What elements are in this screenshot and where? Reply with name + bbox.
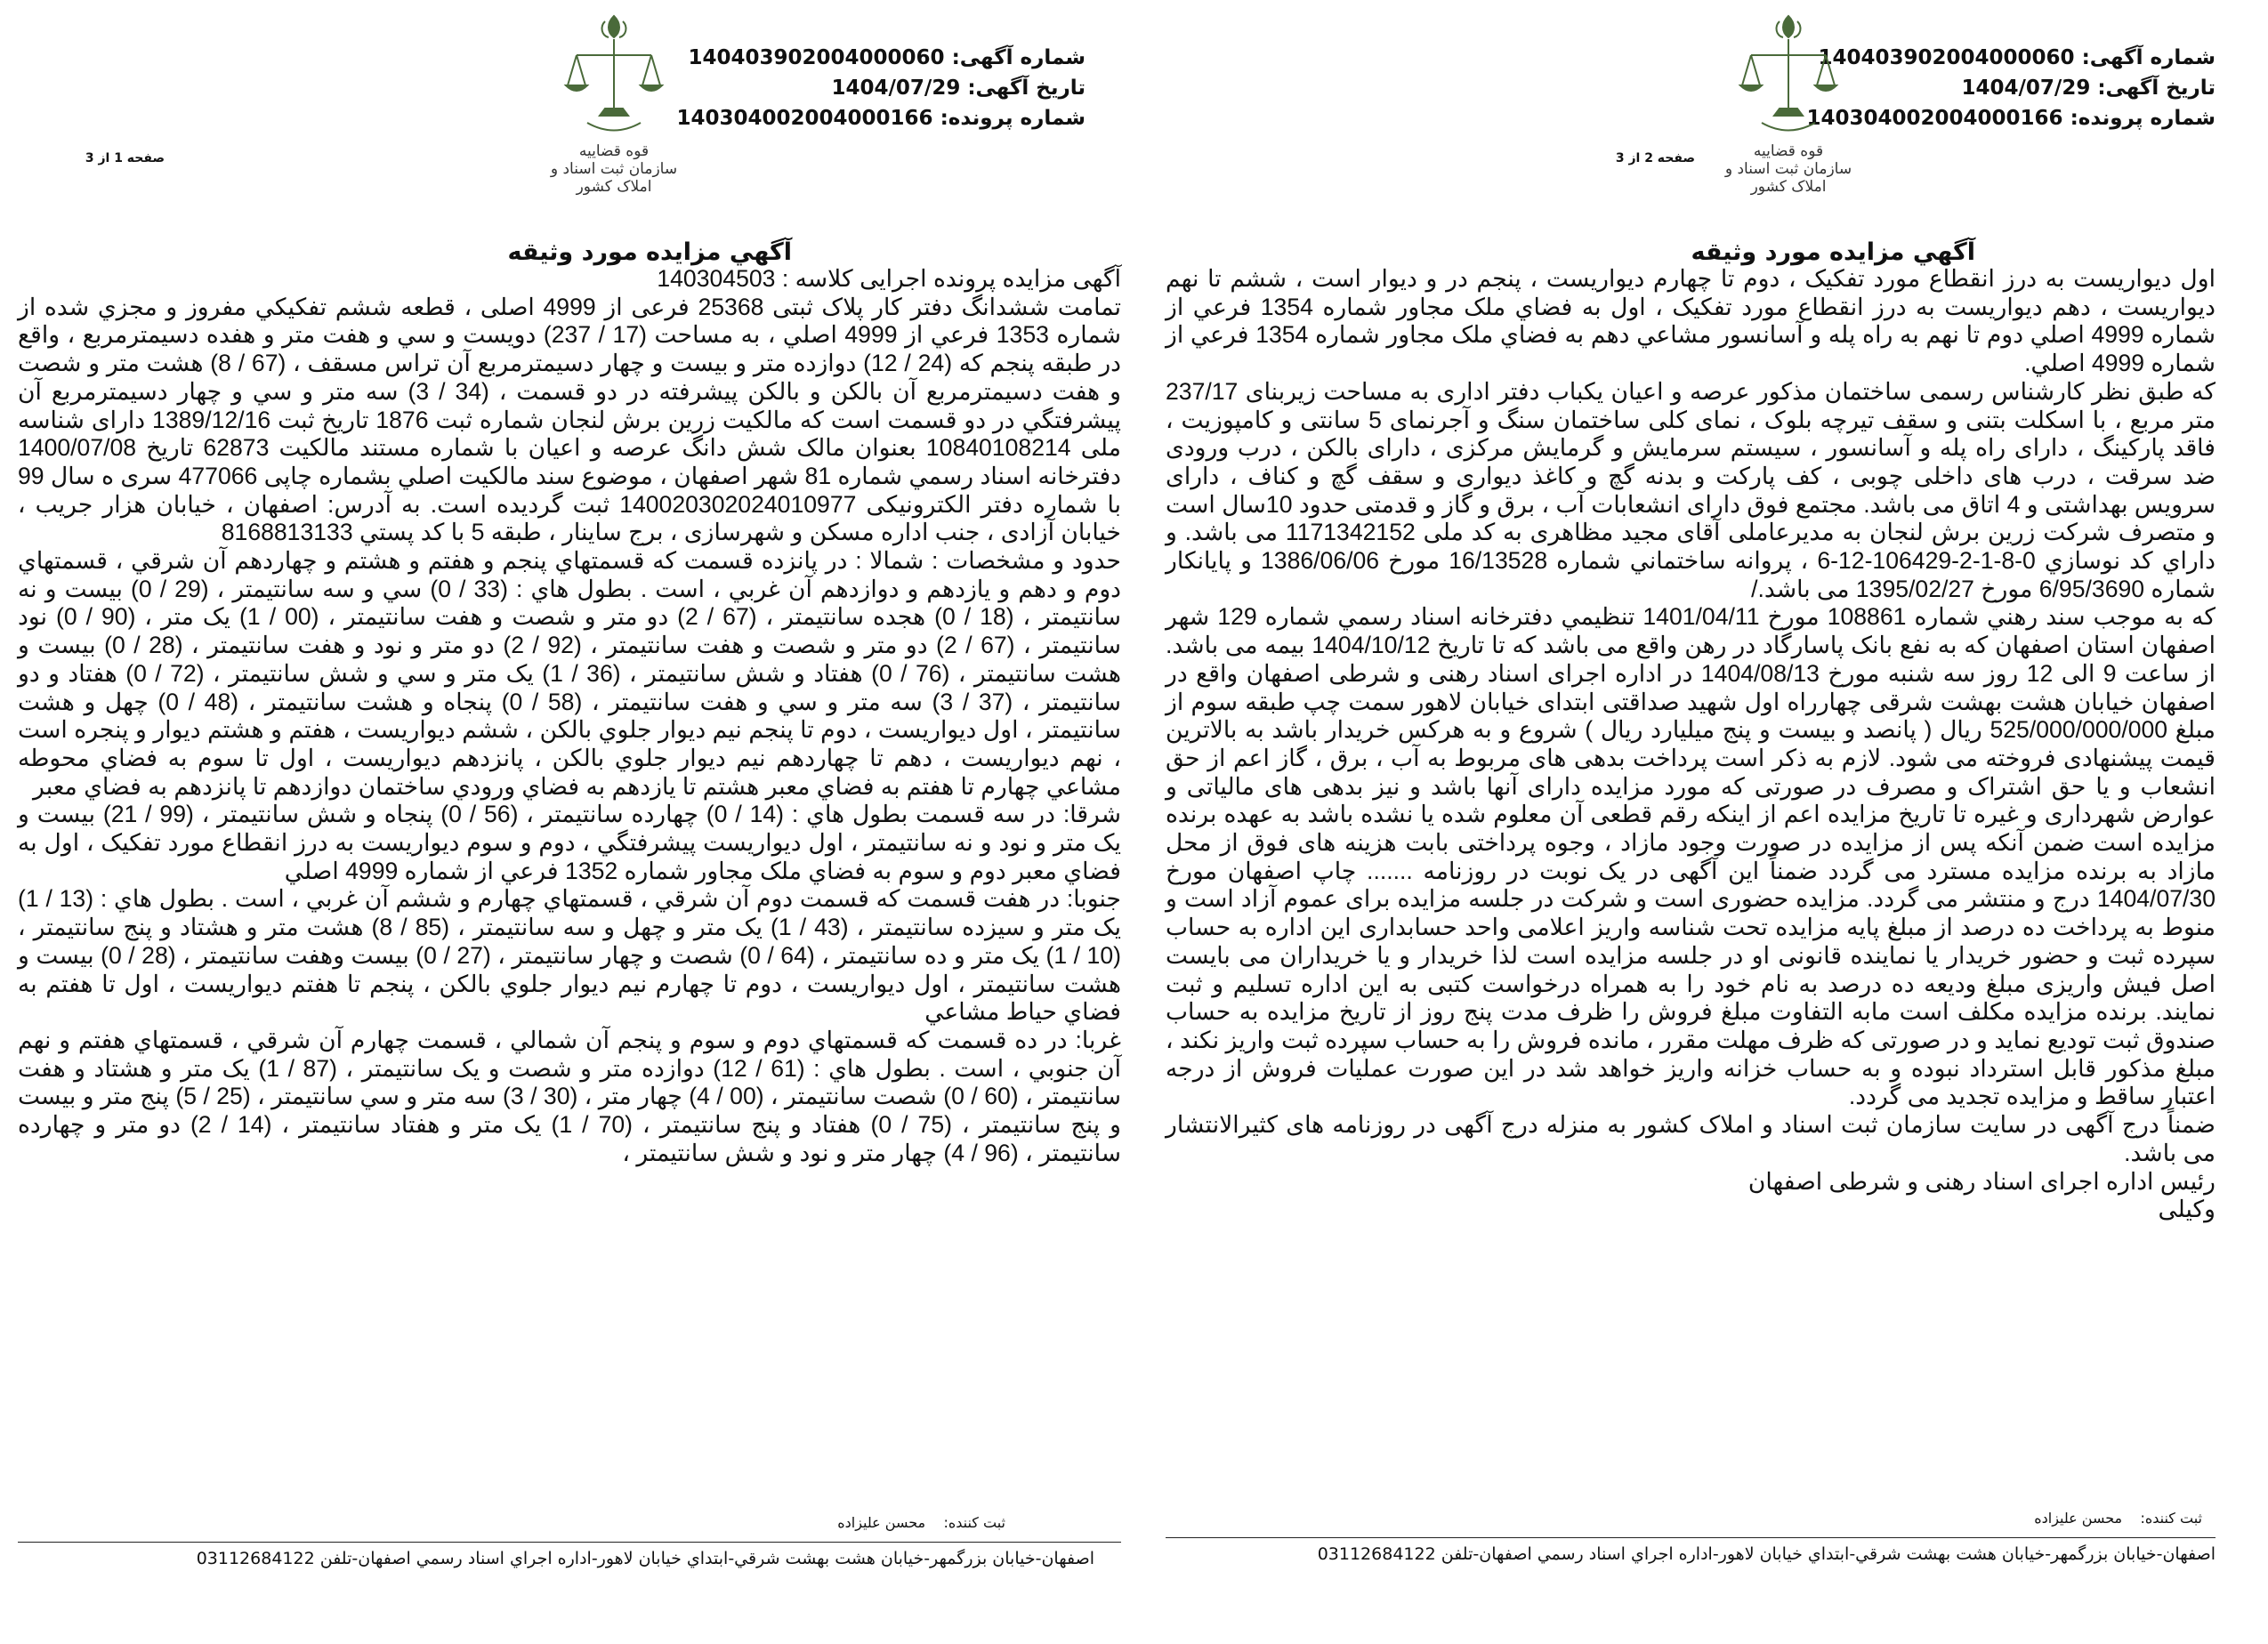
- body-paragraph: که طبق نظر کارشناس رسمی ساختمان مذکور عرصه و اعیان یکباب دفتر اداری به مساحت زیربنای 237/17 متر مربع ، با اسکلت بتنی و سقف تیرچه بلوک ، نمای کلی ساختمان سنگ و آجرنمای 5 سانتی و کامپوزیت ، فاقد پارکینگ ، دارای راه پله و آسانسور ، سیستم سرمایش و گرمایش مرکزی ، دارای بالکن ، درب ورودی ضد سرقت ، درب های داخلی چوبی ، کف پارکت و بدنه گچ و کاغذ دیواری و سقف گچ و کناف ، دارای سرویس بهداشتی و 4 اتاق می باشد. مجتمع فوق دارای انشعابات آب ، برق و گاز و قدمتی حدود 10سال است و متصرف شرکت زرین برش لنجان به مدیرعاملی آقای مجید مظاهری به کد ملی 1171342152 می باشد. و داراي کد نوسازي 0-8-1-2-106429-12-6 ، پروانه ساختماني شماره 16/13528 مورخ 1386/06/06 و پایانکار شماره 6/95/3690 مورخ 1395/02/27 می باشد./: [1166, 377, 2216, 602]
- notice-meta: [676, 43, 1086, 133]
- registrar: [837, 1514, 1005, 1531]
- registrar-name: محسن عليزاده: [837, 1514, 926, 1531]
- page-number: صفحه 1 از 3: [85, 151, 165, 165]
- emblem-caption-2: سازمان ثبت اسناد و املاک کشور: [1724, 160, 1852, 196]
- scales-of-justice-icon: [561, 9, 667, 142]
- body-paragraph: ضمناً درج آگهی در سایت سازمان ثبت اسناد و املاک کشور به منزله درج آگهی در روزنامه های کثیرالانتشار می باشد.: [1166, 1111, 2216, 1166]
- notice-body: [18, 265, 1121, 1168]
- notice-no: 140403902004000060: [688, 46, 945, 69]
- notice-date: 1404/07/29: [831, 77, 961, 100]
- body-paragraph: شرقا: در سه قسمت بطول هاي : (14 / 0) چهارده سانتيمتر ، (56 / 0) پنجاه و شش سانتيمتر ، (99 / 21) بيست و يک متر و نود و نه سانتيمتر ، اول ديواريست پيشرفتگي ، دوم و سوم ديواريست به درز انقطاع مورد تفکيک ، اول به فضاي معبر دوم و سوم به فضاي ملک مجاور شماره 1352 فرعي از شماره 4999 اصلي: [18, 801, 1121, 884]
- notice-no-label: شماره آگهی:: [951, 46, 1086, 69]
- body-paragraph: حدود و مشخصات : شمالا : در پانزده قسمت که قسمتهاي پنجم و هفتم و هشتم و چهاردهم آن شرقي ، قسمتهاي دوم و دهم و يازدهم و دوازدهم آن غربي ، است . بطول هاي : (33 / 0) سي و سه سانتيمتر ، (29 / 0) بيست و نه سانتيمتر ، (18 / 0) هجده سانتيمتر ، (67 / 2) دو متر و شصت و هفت سانتيمتر ، (00 / 1) يک متر ، (90 / 0) نود سانتيمتر ، (67 / 2) دو متر و شصت و هفت سانتيمتر ، (92 / 2) دو متر و نود و هفت سانتيمتر ، (28 / 0) بيست و هشت سانتيمتر ، (76 / 0) هفتاد و شش سانتيمتر ، (36 / 1) يک متر و سي و شش سانتيمتر ، (72 / 0) هفتاد و دو سانتيمتر ، (37 / 3) سه متر و سي و هفت سانتيمتر ، (58 / 0) پنجاه و هشت سانتيمتر ، (48 / 0) چهل و هشت سانتيمتر ، اول ديواريست ، دوم تا پنجم نيم ديوار جلوي بالکن ، ششم ديواريست ، هفتم و هشتم ديوار و پنجره است ، نهم ديواريست ، دهم تا چهاردهم نيم ديوار جلوي بالکن ، پانزدهم ديواريست ، اول تا سوم به فضاي محوطه مشاعي چهارم تا هفتم به فضاي معبر هشتم تا يازدهم به فضاي ورودي ساختمان دوازدهم تا پانزدهم به فضاي معبر: [18, 547, 1122, 800]
- office-address-footer: اصفهان-خيابان بزرگمهر-خيابان هشت بهشت شرقي-ابتداي خيابان لاهور-اداره اجراي اسناد رسمي اصفهان-تلفن 03112684122: [196, 1549, 1094, 1568]
- body-paragraph: اول ديواريست به درز انقطاع مورد تفکيک ، دوم تا چهارم ديواريست ، پنجم در و ديوار است ، ششم تا نهم ديواريست ، دهم ديواريست به درز انقطاع مورد تفکيک ، اول به فضاي ملک مجاور شماره 1354 فرعي از شماره 4999 اصلي دوم تا نهم به راه پله و آسانسور مشاعي دهم به فضاي ملک مجاور شماره 1354 فرعي از شماره 4999 اصلي.: [1166, 265, 2216, 377]
- registrar-name: محسن عليزاده: [2034, 1510, 2123, 1527]
- footer-divider: [1166, 1537, 2216, 1538]
- page-header: [1166, 0, 2216, 231]
- notice-no: 140403902004000060: [1818, 46, 2075, 69]
- notice-date-label: تاریخ آگهی:: [2097, 77, 2216, 100]
- notice-body: [1166, 265, 2216, 1224]
- emblem-caption-1: قوه قضاییه: [1753, 142, 1824, 160]
- page-1: [18, 0, 1121, 1644]
- registrar: [2034, 1510, 2202, 1527]
- notice-no-label: شماره آگهی:: [2081, 46, 2216, 69]
- registrar-label: ثبت کننده:: [2140, 1510, 2202, 1527]
- file-no-label: شماره پرونده:: [940, 107, 1086, 130]
- body-paragraph: که به موجب سند رهني شماره 108861 مورخ 1401/04/11 تنظیمي دفترخانه اسناد رسمي شماره 129 شهر اصفهان استان اصفهان که به نفع بانک پاسارگاد در رهن واقع می باشد که تا تاریخ 1404/10/12 بیمه می باشد. از ساعت 9 الی 12 روز سه شنبه مورخ 1404/08/13 در اداره اجرای اسناد رهنی و شرطی اصفهان واقع در اصفهان خیابان هشت بهشت شرقی چهارراه اول شهید صداقتی ابتدای خیابان لاهور سمت چپ طبقه سوم از مبلغ 525/000/000/000 ریال ( پانصد و بیست و پنج میلیارد ریال ) شروع و به هرکس خریدار باشد به بالاترین قیمت پیشنهادی فروخته می شود. لازم به ذکر است پرداخت بدهی های مربوط به آب ، برق ، گاز اعم از حق انشعاب و یا حق اشتراک و مصرف در صورتی که مورد مزایده دارای آنها باشد و نیز بدهی های مالیاتی و عوارض شهرداری و غیره تا تاریخ مزایده اعم از اینکه رقم قطعی آن معلوم شده یا نشده باشد به عهده برنده مزایده است ضمن آنکه پس از مزایده در صورت وجود مازاد ، وجوه پرداختی بابت هزینه های فوق از محل مازاد به برنده مزایده مسترد می گردد ضمناً این آگهی در یک نوبت در روزنامه ....... چاپ اصفهان مورخ 1404/07/30 درج و منتشر می گردد. مزایده حضوری است و شرکت در جلسه مزایده برای عموم آزاد است و منوط به پرداخت ده درصد از مبلغ پایه مزایده تحت شناسه واریز اعلامی واحد حسابداری این اداره به حساب سپرده ثبت و حضور خریدار یا نماینده قانونی او در جلسه مزایده است لذا خریدار و یا خریداران می بایست اصل فیش واریزی مبلغ ودیعه ده درصد به نام خود را به همراه درخواست کتبی به این اداره تسلیم و ثبت نمایند. برنده مزایده مکلف است مابه التفاوت مبلغ فروش را ظرف مدت پنج روز از تاریخ مزایده به حساب صندوق ثبت تودیع نماید و در صورتی که ظرف مهلت مقرر ، مانده فروش را به حساب سپرده ثبت واریز نکند ، مبلغ مذکور قابل استرداد نبوده و به حساب خزانه واریز خواهد شد در این صورت عملیات فروش از درجه اعتبار ساقط و مزایده تجدید می گردد.: [1166, 603, 2216, 1110]
- signatory-title: رئیس اداره اجرای اسناد رهنی و شرطی اصفهان: [1747, 1167, 2216, 1195]
- page-number: صفحه 2 از 3: [1615, 151, 1695, 165]
- body-paragraph: آگهی مزایده پرونده اجرایی کلاسه : 140304503: [657, 265, 1121, 292]
- scales-of-justice-icon: [1735, 9, 1842, 142]
- registrar-label: ثبت کننده:: [943, 1514, 1005, 1531]
- footer-divider: [18, 1542, 1121, 1543]
- judiciary-emblem: [534, 9, 694, 200]
- office-address-footer: اصفهان-خيابان بزرگمهر-خيابان هشت بهشت شرقي-ابتداي خيابان لاهور-اداره اجراي اسناد رسمي اصفهان-تلفن 03112684122: [1317, 1544, 2216, 1564]
- body-paragraph: جنوبا: در هفت قسمت که قسمت دوم آن شرقي ، قسمتهاي چهارم و ششم آن غربي ، است . بطول هاي : (13 / 1) يک متر و سيزده سانتيمتر ، (43 / 1) يک متر و چهل و سه سانتيمتر ، (85 / 8) هشت متر و هشتاد و پنج سانتيمتر ، (10 / 1) يک متر و ده سانتيمتر ، (64 / 0) شصت و چهار سانتيمتر ، (27 / 0) بيست وهفت سانتيمتر ، (28 / 0) بيست و هشت سانتيمتر ، اول ديواريست ، دوم تا چهارم نيم ديوار جلوي بالکن ، پنجم تا هفتم ديواريست ، اول تا هفتم به فضاي حياط مشاعي: [18, 885, 1121, 1026]
- emblem-caption-2: سازمان ثبت اسناد و املاک کشور: [550, 160, 678, 196]
- body-paragraph: غربا: در ده قسمت که قسمتهاي دوم و سوم و پنجم آن شمالي ، قسمت چهارم آن شرقي ، قسمتهاي هفتم و نهم آن جنوبي ، است . بطول هاي : (61 / 12) دوازده متر و شصت و يک سانتيمتر ، (87 / 1) يک متر و هشتاد و هفت سانتيمتر ، (60 / 0) شصت سانتيمتر ، (00 / 4) چهار متر ، (30 / 3) سه متر و سي سانتيمتر ، (25 / 5) پنج متر و بيست و پنج سانتيمتر ، (75 / 0) هفتاد و پنج سانتيمتر ، (70 / 1) يک متر و هفتاد سانتيمتر ، (14 / 2) دو متر و چهارده سانتيمتر ، (96 / 4) چهار متر و نود و شش سانتيمتر ،: [18, 1026, 1121, 1166]
- body-paragraph: تمامت ششدانگ دفتر کار پلاک ثبتی 25368 فرعی از 4999 اصلی ، قطعه ششم تفکیکي مفروز و مجزي شده از شماره 1353 فرعي از 4999 اصلي ، به مساحت (17 / 237) دويست و سي و هفت متر و هفده دسيمترمربع ، واقع در طبقه پنجم که (24 / 12) دوازده متر و بيست و چهار دسيمترمربع آن تراس مسقف ، (67 / 8) هشت متر و شصت و هفت دسيمترمربع آن بالکن و بالکن پيشرفته در دو قسمت ، (34 / 3) سه متر و سي و چهار دسيمترمربع آن پيشرفتگي در دو قسمت است که مالکیت زرین برش لنجان شماره ثبت 1876 تاریخ ثبت 1389/12/16 دارای شناسه ملی 10840108214 بعنوان مالک شش دانگ عرصه و اعیان با شماره مستند مالکیت 62873 تاریخ 1400/07/08 دفترخانه اسناد رسمي شماره 81 شهر اصفهان ، موضوع سند مالکیت اصلي بشماره چاپی 477066 سری ه سال 99 با شماره دفتر الکترونیکی 140020302024010977 ثبت گرديده است. به آدرس: اصفهان ، خیابان هزار جریب ، خیابان آزادی ، جنب اداره مسکن و شهرسازی ، برج ساینار ، طبقه 5 با کد پستي 8168813133: [18, 293, 1122, 546]
- page-header: [18, 0, 1121, 231]
- notice-date-label: تاریخ آگهی:: [967, 77, 1086, 100]
- file-no: 140304002004000166: [1806, 107, 2063, 130]
- file-no-label: شماره پرونده:: [2070, 107, 2216, 130]
- page-2: [1166, 0, 2216, 1644]
- notice-title: آگهي مزايده مورد وثيقه: [1691, 238, 1975, 266]
- notice-title: آگهي مزايده مورد وثيقه: [507, 238, 792, 266]
- judiciary-emblem: [1708, 9, 1868, 200]
- notice-date: 1404/07/29: [1961, 77, 2091, 100]
- emblem-caption-1: قوه قضاییه: [578, 142, 650, 160]
- signatory-name: وکیلی: [2158, 1196, 2216, 1223]
- file-no: 140304002004000166: [676, 107, 933, 130]
